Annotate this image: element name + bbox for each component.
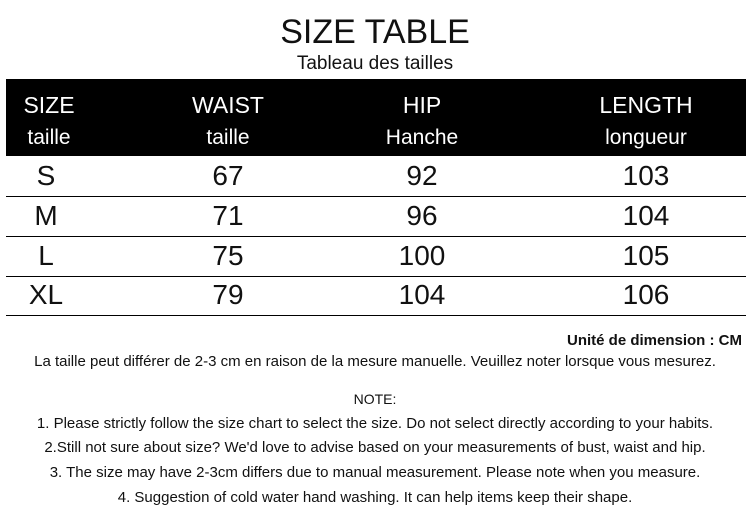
length-cell: 105 [622, 240, 670, 271]
length-cell: 104 [622, 200, 670, 231]
hip-cell: 96 [406, 200, 438, 231]
page-title: SIZE TABLE [280, 13, 470, 51]
table-row [6, 196, 746, 237]
table-row [6, 236, 746, 277]
header-label-en: WAIST [192, 92, 264, 118]
size-cell: XL [28, 279, 64, 310]
waist-cell: 67 [212, 160, 244, 191]
header-label-fr: longueur [605, 126, 687, 149]
waist-cell: 79 [212, 279, 244, 310]
table-row [6, 156, 746, 197]
page-subtitle: Tableau des tailles [296, 53, 454, 74]
size-cell: S [36, 160, 56, 191]
unit-label: Unité de dimension : CM [566, 332, 742, 349]
table-header [6, 79, 746, 156]
header-label-en: HIP [402, 92, 442, 118]
table-row [6, 275, 746, 316]
note-item: 2.Still not sure about size? We'd love to advise based on your measurements of bust, waist and hip. [44, 439, 706, 456]
waist-cell: 75 [212, 240, 244, 271]
hip-cell: 104 [398, 279, 446, 310]
length-cell: 106 [622, 279, 670, 310]
note-item: 4. Suggestion of cold water hand washing. It can help items keep their shape. [117, 489, 633, 506]
hip-cell: 100 [398, 240, 446, 271]
size-cell: M [34, 200, 58, 231]
header-label-fr: taille [206, 126, 250, 149]
header-waist [140, 91, 316, 151]
header-hip [332, 91, 512, 151]
length-cell: 103 [622, 160, 670, 191]
note-item: 3. The size may have 2-3cm differs due to manual measurement. Please note when you measure. [49, 464, 701, 481]
header-length [546, 91, 746, 151]
measurement-disclaimer: La taille peut différer de 2-3 cm en raison de la mesure manuelle. Veuillez noter lorsque vous mesurez. [34, 353, 716, 370]
hip-cell: 92 [406, 160, 438, 191]
header-label-en: SIZE [23, 92, 75, 118]
size-cell: L [38, 240, 54, 271]
header-size [6, 91, 92, 151]
header-label-en: LENGTH [599, 92, 693, 118]
waist-cell: 71 [212, 200, 244, 231]
header-label-fr: taille [27, 126, 71, 149]
header-label-fr: Hanche [385, 126, 459, 149]
note-item: 1. Please strictly follow the size chart to select the size. Do not select directly according to your habits. [36, 415, 714, 432]
notes-title: NOTE: [353, 391, 397, 407]
